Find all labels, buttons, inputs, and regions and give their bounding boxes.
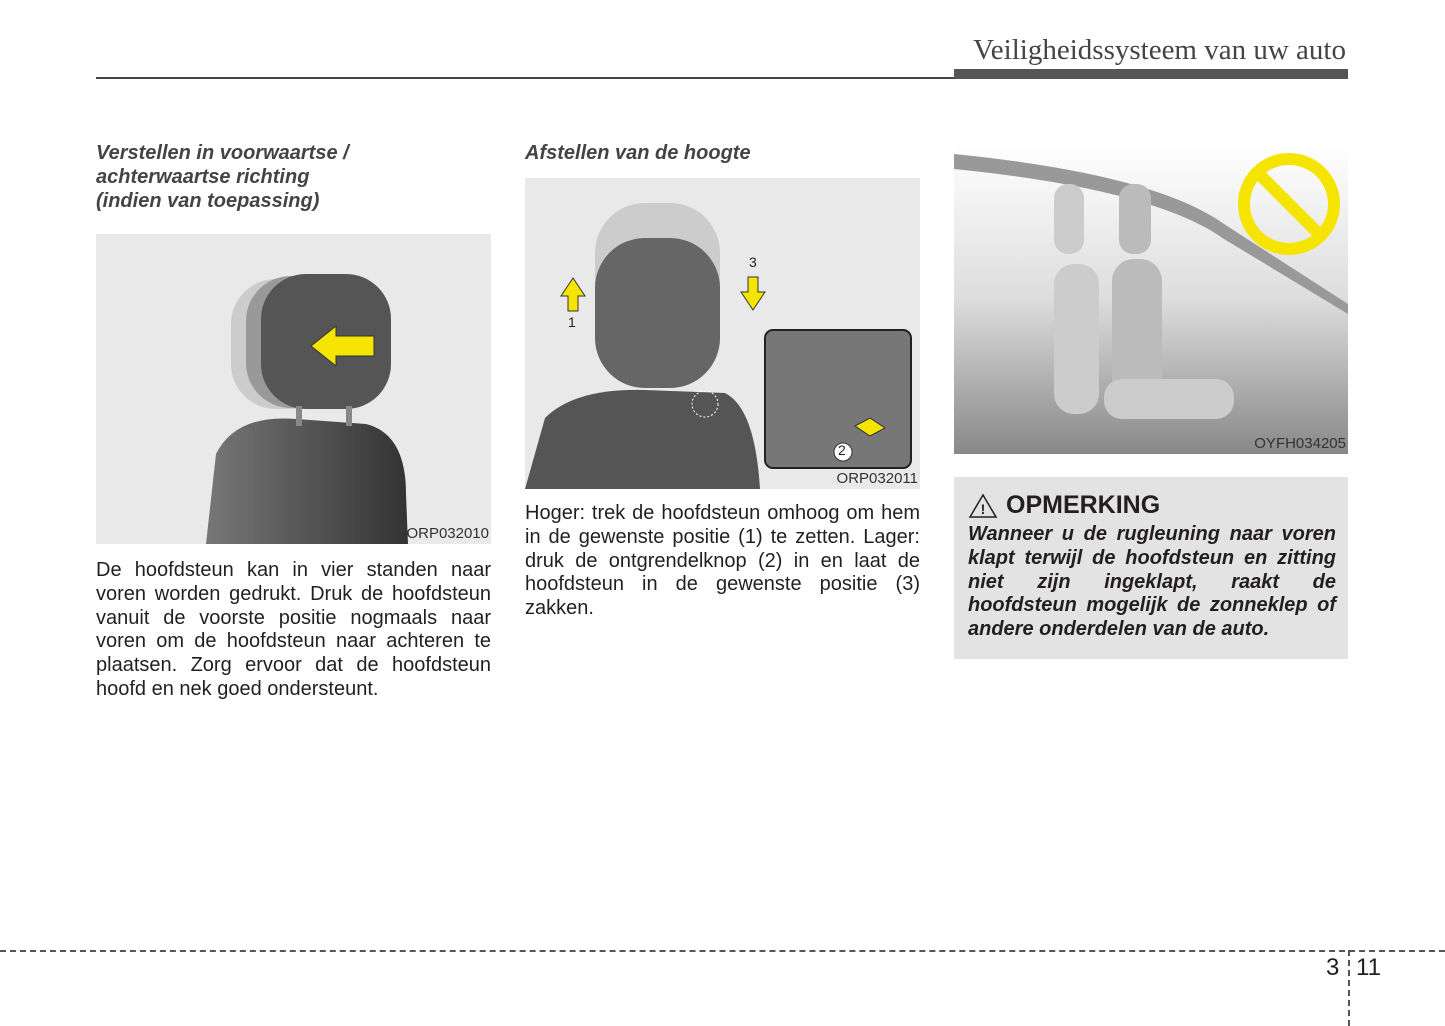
arrow-up-icon	[561, 278, 585, 311]
label-3: 3	[749, 254, 757, 270]
section-subtitle-forward	[96, 141, 349, 213]
notice-title: OPMERKING	[1006, 491, 1161, 519]
notice-box	[954, 477, 1348, 659]
label-2: 2	[838, 442, 846, 458]
subtitle-line: achterwaartse richting	[96, 166, 310, 188]
body-text-forward: De hoofdsteun kan in vier standen naar voren worden gedrukt. Druk de hoofdsteun vanuit de voorste positie nogmaals naar voren om de hoofdsteun naar achteren te plaatsen. Zorg ervoor dat de hoofdsteun hoofd en nek goed ondersteunt.	[96, 559, 491, 700]
figure-code: OYFH034205	[1254, 435, 1346, 452]
header-title: Veiligheidssysteem van uw auto	[973, 34, 1346, 66]
chapter-number: 3	[1326, 954, 1340, 981]
footer-divider	[1348, 950, 1350, 1026]
notice-header	[968, 491, 1160, 520]
page-number: 11	[1356, 954, 1381, 981]
warning-triangle-icon	[968, 493, 998, 519]
header-rule	[96, 77, 954, 79]
label-1: 1	[568, 314, 576, 330]
headrest-illustration	[96, 234, 491, 544]
figure-code: ORP032011	[836, 470, 918, 487]
headrest-height-illustration	[525, 178, 920, 489]
section-subtitle-height: Afstellen van de hoogte	[525, 142, 751, 164]
seat-sunvisor-illustration	[954, 144, 1348, 454]
figure-headrest-forward	[96, 234, 491, 544]
figure-headrest-height	[525, 178, 920, 489]
footer-rule	[0, 950, 1445, 952]
subtitle-line: Verstellen in voorwaartse /	[96, 142, 349, 164]
header-bar	[954, 69, 1348, 79]
subtitle-line: (indien van toepassing)	[96, 190, 320, 212]
svg-text:!: !	[980, 500, 986, 517]
notice-text: Wanneer u de rugleuning naar voren klapt terwijl de hoofdsteun en zitting niet zijn ingeklapt, raakt de hoofdsteun mogelijk de zonneklep of andere onderdelen van de auto.	[968, 523, 1336, 641]
figure-seat-warning	[954, 144, 1348, 454]
arrow-down-icon	[741, 277, 765, 310]
body-text-height: Hoger: trek de hoofdsteun omhoog om hem in de gewenste positie (1) te zetten. Lager: druk de ontgrendelknop (2) in en laat de hoofdsteun in de gewenste positie (3) zakken.	[525, 502, 920, 620]
figure-code: ORP032010	[406, 525, 489, 542]
